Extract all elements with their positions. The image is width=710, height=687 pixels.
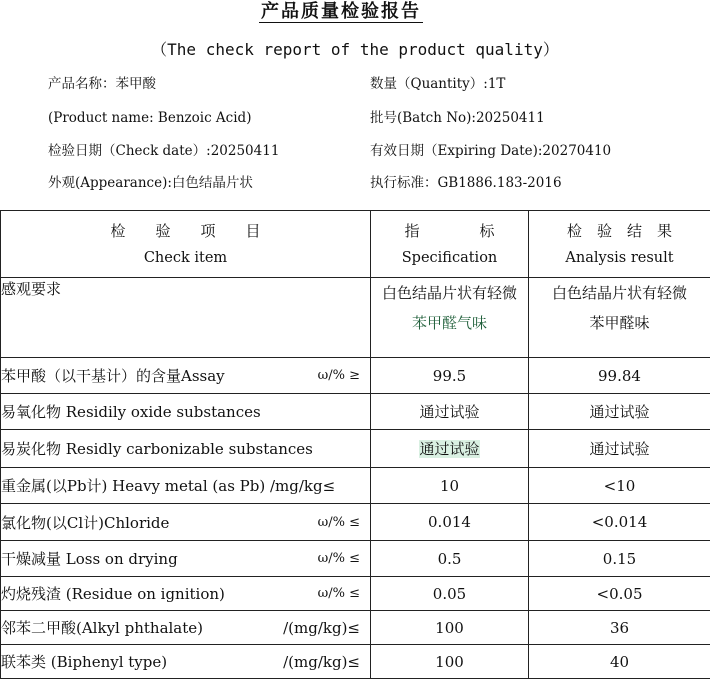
row-spec: 通过试验: [371, 394, 529, 430]
table-row: [1, 611, 710, 645]
report-subtitle: （The check report of the product quality）: [151, 40, 559, 59]
row-spec: 99.5: [371, 358, 529, 394]
row-result: 40: [529, 645, 710, 679]
table-row: [1, 394, 710, 430]
inspection-table: [0, 210, 710, 679]
table-row-sensory: [1, 278, 710, 358]
row-item: 苯甲酸（以干基计）的含量Assay ω/% ≥: [1, 358, 371, 394]
row-spec: 100: [371, 645, 529, 679]
report-title: 产品质量检验报告: [261, 1, 421, 22]
row-item: 易炭化物 Residly carbonizable substances: [1, 430, 371, 468]
table-row: [1, 430, 710, 468]
row-item: 易氧化物 Residily oxide substances: [1, 394, 371, 430]
table-row: [1, 504, 710, 541]
batch-no: 批号(Batch No):20250411: [370, 110, 545, 126]
row-spec: 0.014: [371, 504, 529, 541]
header-check-item: 检 验 项 目 Check item: [1, 211, 371, 278]
row-spec: 通过试验: [371, 430, 529, 468]
header-specification: 指 标 Specification: [371, 211, 529, 278]
row-result: <10: [529, 468, 710, 504]
row-result: 99.84: [529, 358, 710, 394]
row-item: 干燥减量 Loss on drying ω/% ≤: [1, 541, 371, 577]
row-item: 重金属(以Pb计) Heavy metal (as Pb) /mg/kg≤: [1, 468, 371, 504]
product-name-cn: 产品名称：苯甲酸: [48, 76, 156, 92]
table-row: [1, 358, 710, 394]
table-row: [1, 468, 710, 504]
quantity: 数量（Quantity）:1T: [370, 76, 506, 92]
expiring-date: 有效日期（Expiring Date):20270410: [370, 143, 612, 159]
row-item: 联苯类 (Biphenyl type) /(mg/kg)≤: [1, 645, 371, 679]
row-spec: 0.05: [371, 577, 529, 611]
row-result: <0.014: [529, 504, 710, 541]
row-item: 氯化物(以Cl计)Chloride ω/% ≤: [1, 504, 371, 541]
table-row: [1, 577, 710, 611]
sensory-spec: 白色结晶片状有轻微 苯甲醛气味: [371, 278, 529, 358]
header-analysis-result: 检 验 结 果 Analysis result: [529, 211, 710, 278]
check-date: 检验日期（Check date）:20250411: [48, 143, 280, 159]
sensory-result: 白色结晶片状有轻微 苯甲醛味: [529, 278, 710, 358]
row-result: 36: [529, 611, 710, 645]
row-result: 通过试验: [529, 394, 710, 430]
row-spec: 100: [371, 611, 529, 645]
row-result: <0.05: [529, 577, 710, 611]
row-result: 0.15: [529, 541, 710, 577]
table-row: [1, 645, 710, 679]
table-header-row: [1, 211, 710, 278]
product-name-en: (Product name: Benzoic Acid): [48, 110, 252, 126]
table-row: [1, 541, 710, 577]
standard: 执行标准：GB1886.183-2016: [370, 175, 562, 191]
row-spec: 10: [371, 468, 529, 504]
appearance: 外观(Appearance):白色结晶片状: [48, 175, 253, 191]
row-item: 灼烧残渣 (Residue on ignition) ω/% ≤: [1, 577, 371, 611]
row-result: 通过试验: [529, 430, 710, 468]
sensory-item: 感观要求: [1, 278, 371, 358]
row-item: 邻苯二甲酸(Alkyl phthalate) /(mg/kg)≤: [1, 611, 371, 645]
row-spec: 0.5: [371, 541, 529, 577]
